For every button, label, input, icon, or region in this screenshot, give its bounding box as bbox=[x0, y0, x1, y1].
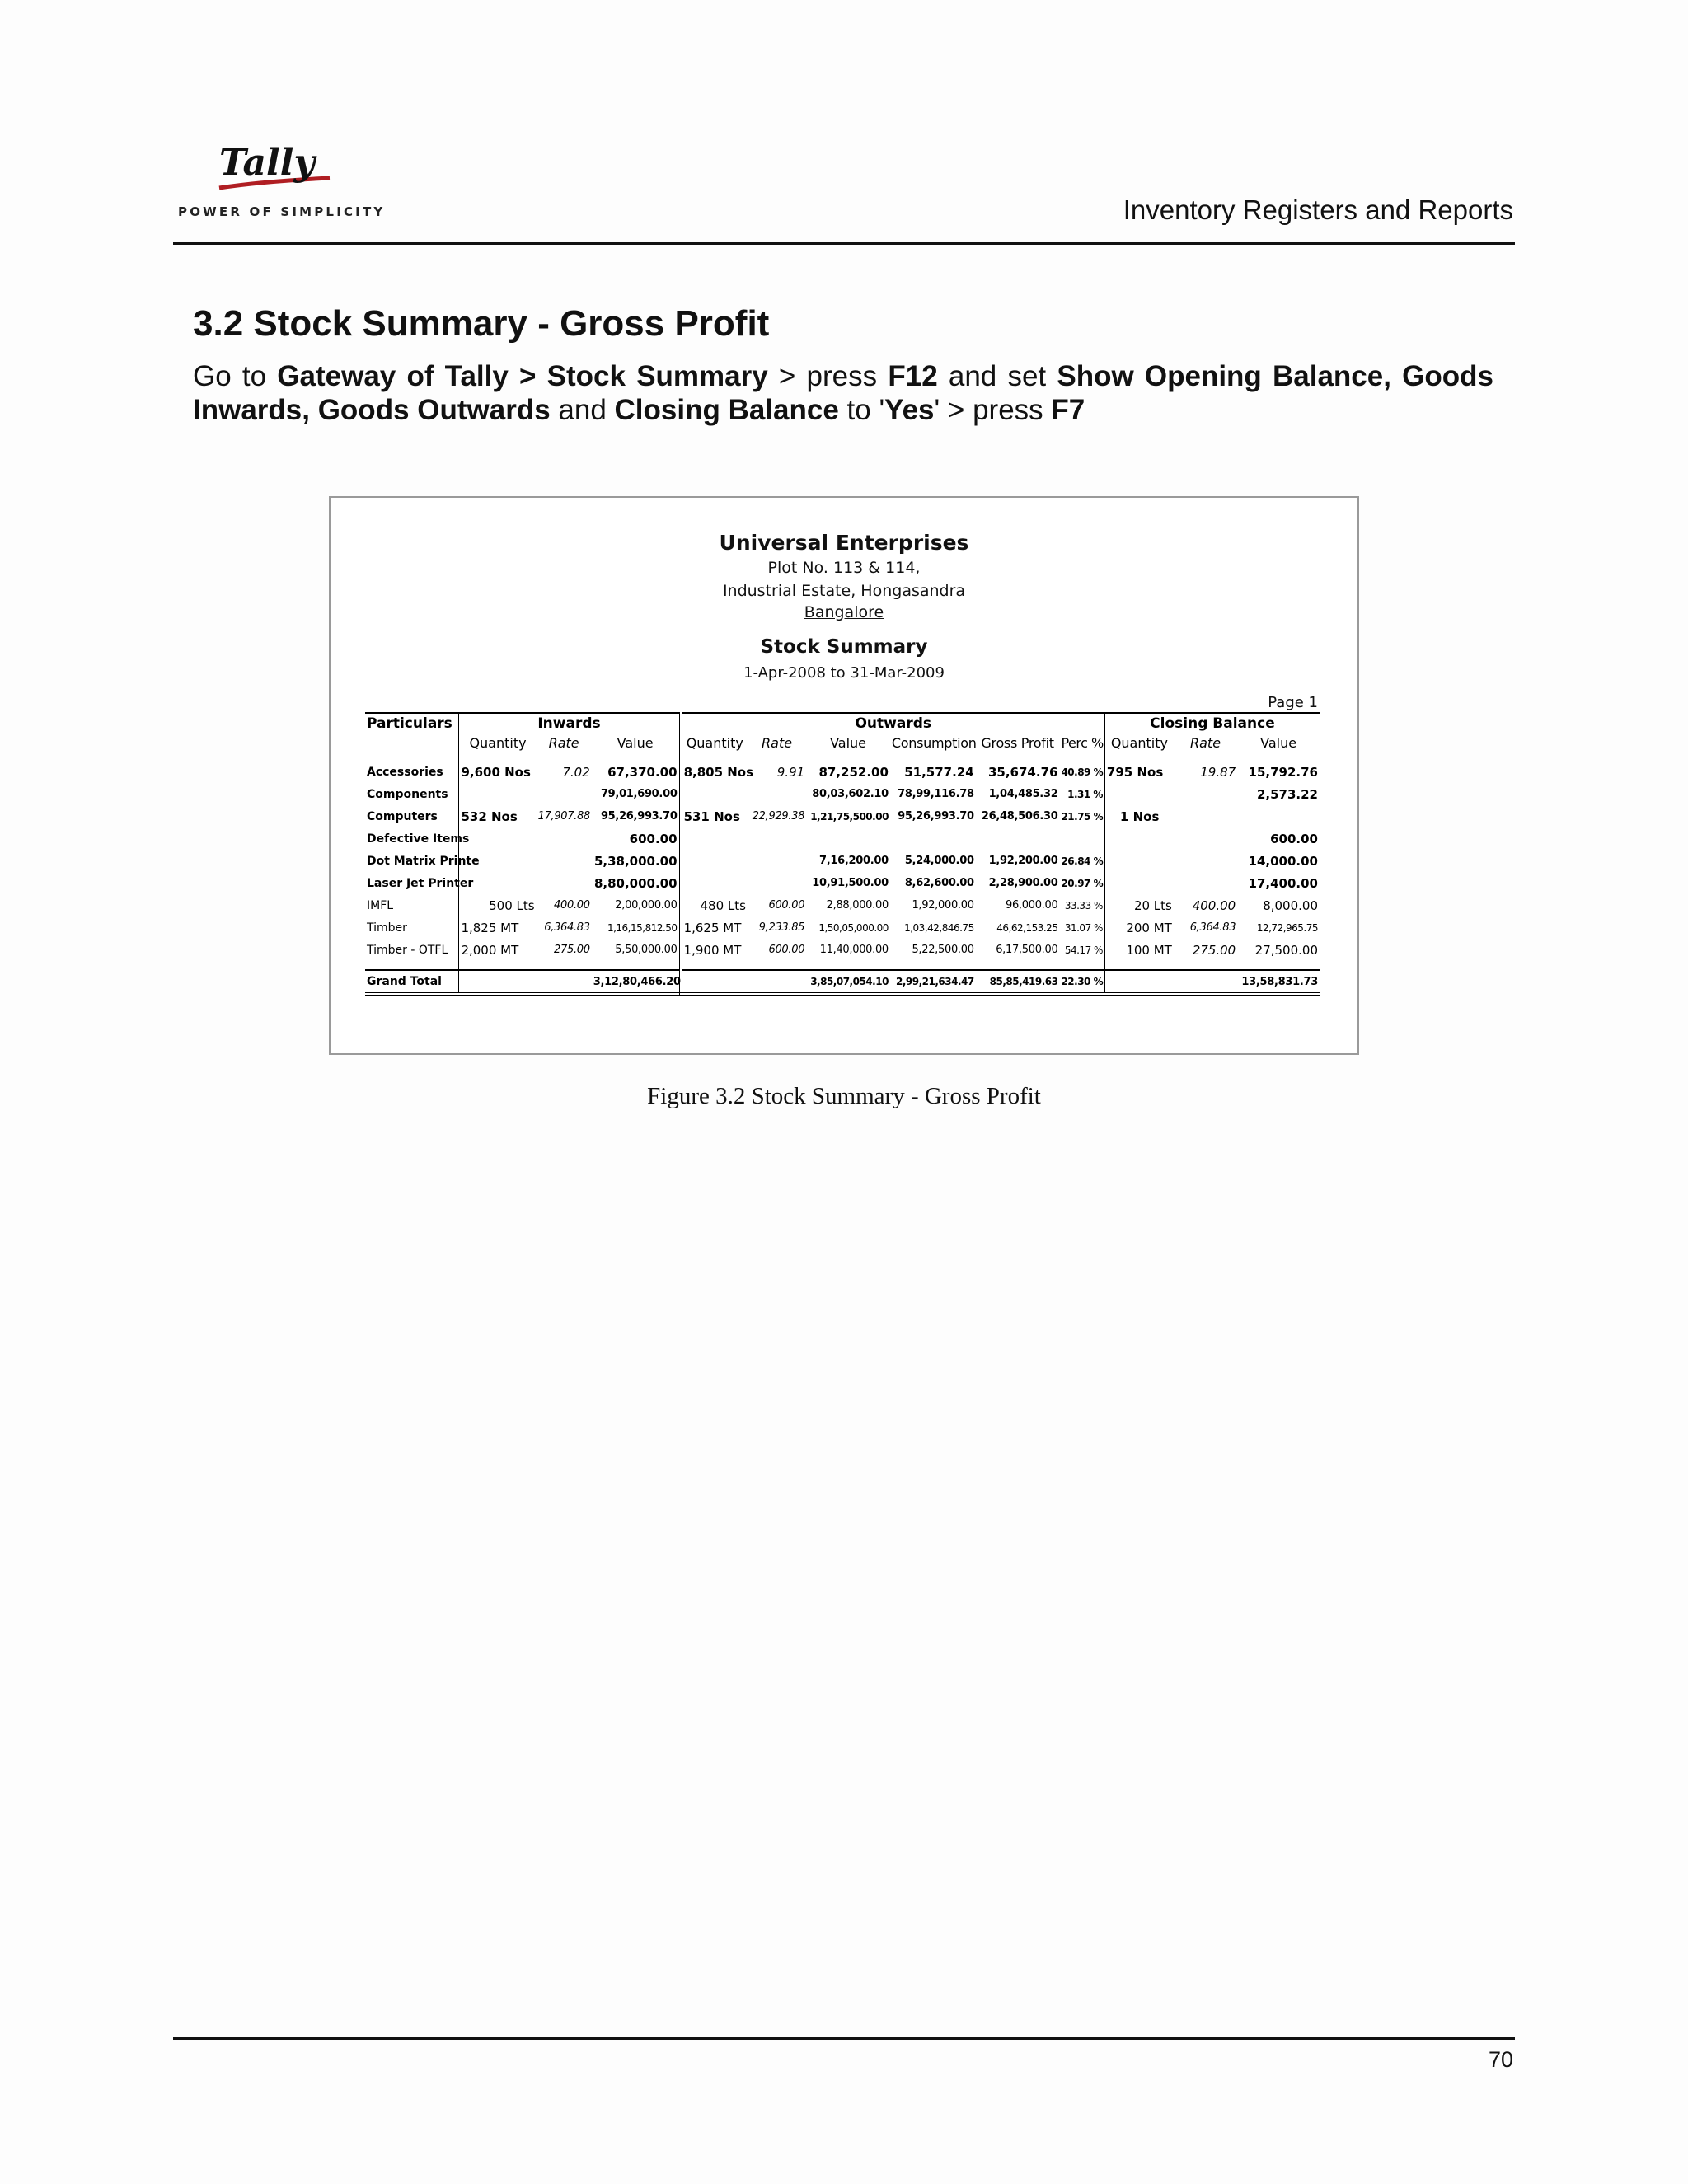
table-cell: IMFL bbox=[365, 894, 459, 916]
table-cell bbox=[1059, 827, 1104, 850]
table-cell: 531 Nos bbox=[683, 808, 740, 824]
table-cell: 1.31 % bbox=[1059, 783, 1104, 805]
table-cell: 78,99,116.78 bbox=[898, 788, 974, 800]
table-cell: 95,26,993.70 bbox=[898, 810, 974, 823]
col-in-value: Value bbox=[592, 733, 681, 752]
table-cell: 600.00 bbox=[768, 944, 805, 956]
table-cell: 600.00 bbox=[592, 827, 681, 850]
table-cell: 14,000.00 bbox=[1248, 853, 1318, 869]
table-cell: 22.30 % bbox=[1059, 970, 1104, 994]
table-cell: Accessories bbox=[365, 761, 459, 783]
table-cell: 96,000.00 bbox=[1005, 899, 1058, 912]
col-in-rate: Rate bbox=[537, 733, 592, 752]
company-address-line1: Plot No. 113 & 114, bbox=[767, 559, 921, 577]
table-cell: 532 Nos bbox=[461, 808, 518, 824]
table-cell: 26,48,506.30 bbox=[981, 810, 1058, 823]
col-out-value: Value bbox=[806, 733, 890, 752]
table-cell: 1,16,15,812.50 bbox=[592, 916, 681, 939]
footer-rule bbox=[173, 2037, 1515, 2040]
table-cell: 7.02 bbox=[562, 764, 590, 780]
table-cell bbox=[1104, 783, 1173, 805]
table-cell: 8,80,000.00 bbox=[592, 872, 681, 894]
table-cell: 200 MT bbox=[1126, 920, 1172, 935]
table-cell: 8,805 Nos bbox=[683, 764, 754, 780]
table-cell: 600.00 bbox=[768, 899, 805, 912]
table-cell: Grand Total bbox=[365, 970, 459, 994]
grand-total-row bbox=[365, 970, 1320, 994]
table-cell: 6,364.83 bbox=[544, 921, 590, 934]
table-row bbox=[365, 805, 1320, 827]
table-cell: 2,28,900.00 bbox=[988, 877, 1058, 889]
report-title: Stock Summary bbox=[760, 636, 928, 658]
table-cell bbox=[681, 827, 748, 850]
col-cl-quantity: Quantity bbox=[1104, 733, 1173, 752]
section-title: 3.2 Stock Summary - Gross Profit bbox=[193, 303, 770, 344]
table-cell bbox=[1174, 827, 1237, 850]
col-cl-value: Value bbox=[1237, 733, 1320, 752]
table-cell bbox=[806, 827, 890, 850]
table-cell: 20.97 % bbox=[1059, 872, 1104, 894]
table-cell: 12,72,965.75 bbox=[1256, 921, 1318, 934]
table-cell: 54.17 % bbox=[1059, 939, 1104, 961]
instructions-paragraph: Go to Gateway of Tally > Stock Summary > press F12 and set Show Opening Balance, Goods Inwards, Goods Outwards and Closing Balance to 'Yes' > press F7 bbox=[193, 360, 1493, 426]
table-row bbox=[365, 827, 1320, 850]
table-cell: 500 Lts bbox=[489, 898, 535, 913]
table-cell bbox=[748, 783, 806, 805]
table-row bbox=[365, 783, 1320, 805]
table-cell: 8,62,600.00 bbox=[904, 877, 974, 889]
table-cell: 33.33 % bbox=[1059, 894, 1104, 916]
company-address-line2: Industrial Estate, Hongasandra bbox=[722, 582, 966, 600]
table-cell: 9,233.85 bbox=[758, 921, 805, 934]
table-cell: 275.00 bbox=[554, 944, 590, 956]
table-cell bbox=[537, 827, 592, 850]
table-cell: 100 MT bbox=[1126, 942, 1172, 958]
table-cell: 95,26,993.70 bbox=[592, 805, 681, 827]
table-cell bbox=[1174, 872, 1237, 894]
table-cell bbox=[681, 850, 748, 872]
table-cell bbox=[976, 827, 1060, 850]
table-cell: 6,364.83 bbox=[1189, 921, 1236, 934]
table-cell: 480 Lts bbox=[700, 898, 746, 913]
table-cell: 1,50,05,000.00 bbox=[818, 921, 889, 934]
table-cell: Laser Jet Printer bbox=[365, 872, 459, 894]
table-cell: 1,92,200.00 bbox=[988, 855, 1058, 867]
table-cell: 2,88,000.00 bbox=[826, 899, 889, 912]
table-cell: 15,792.76 bbox=[1248, 764, 1318, 780]
col-inwards: Inwards bbox=[459, 713, 681, 733]
col-consumption: Consumption bbox=[891, 734, 977, 751]
table-cell: 1 Nos bbox=[1119, 808, 1160, 824]
table-cell bbox=[1174, 783, 1237, 805]
table-cell: 51,577.24 bbox=[904, 764, 974, 780]
table-cell bbox=[1104, 872, 1173, 894]
tally-logo bbox=[173, 138, 386, 221]
col-particulars: Particulars bbox=[365, 713, 459, 733]
table-cell: 11,40,000.00 bbox=[819, 944, 889, 956]
table-cell bbox=[681, 872, 748, 894]
table-cell: 21.75 % bbox=[1059, 805, 1104, 827]
table-cell: 400.00 bbox=[1192, 898, 1236, 913]
table-cell: 17,907.88 bbox=[537, 810, 591, 823]
table-cell: 275.00 bbox=[1192, 942, 1236, 958]
col-gross-profit: Gross Profit bbox=[976, 733, 1060, 752]
col-out-rate: Rate bbox=[748, 733, 806, 752]
table-cell: 87,252.00 bbox=[818, 764, 889, 780]
table-cell: Timber - OTFL bbox=[365, 939, 459, 961]
table-cell bbox=[748, 827, 806, 850]
header-title: Inventory Registers and Reports bbox=[1123, 194, 1513, 225]
table-cell: 1,03,42,846.75 bbox=[904, 921, 974, 934]
table-row bbox=[365, 939, 1320, 961]
col-closing-balance: Closing Balance bbox=[1104, 713, 1320, 733]
table-cell bbox=[1237, 805, 1320, 827]
table-cell: 2,573.22 bbox=[1256, 786, 1318, 802]
table-cell: 85,85,419.63 bbox=[976, 970, 1060, 994]
table-cell: 5,24,000.00 bbox=[904, 855, 974, 867]
col-out-quantity: Quantity bbox=[681, 733, 748, 752]
table-cell bbox=[748, 850, 806, 872]
table-cell: 1,625 MT bbox=[683, 920, 742, 935]
table-cell: 27,500.00 bbox=[1254, 942, 1318, 958]
header-rule bbox=[173, 242, 1515, 245]
table-cell: 8,000.00 bbox=[1263, 898, 1318, 913]
table-cell bbox=[890, 827, 976, 850]
table-row bbox=[365, 916, 1320, 939]
table-cell bbox=[459, 827, 537, 850]
table-cell: Dot Matrix Printe bbox=[365, 850, 459, 872]
table-cell: 2,00,000.00 bbox=[592, 894, 681, 916]
table-cell: Timber bbox=[365, 916, 459, 939]
table-cell bbox=[1104, 850, 1173, 872]
table-cell bbox=[748, 872, 806, 894]
table-cell: 1,21,75,500.00 bbox=[810, 810, 889, 823]
table-cell: 67,370.00 bbox=[592, 761, 681, 783]
table-cell: 13,58,831.73 bbox=[1237, 970, 1320, 994]
table-row bbox=[365, 894, 1320, 916]
table-row bbox=[365, 761, 1320, 783]
table-cell: 1,825 MT bbox=[461, 920, 519, 935]
table-cell: 19.87 bbox=[1200, 764, 1236, 780]
table-cell: 7,16,200.00 bbox=[819, 855, 889, 867]
table-cell: 35,674.76 bbox=[987, 764, 1058, 780]
table-cell: Defective Items bbox=[365, 827, 459, 850]
table-cell: 79,01,690.00 bbox=[592, 783, 681, 805]
table-row bbox=[365, 872, 1320, 894]
table-cell: 26.84 % bbox=[1059, 850, 1104, 872]
table-cell: 10,91,500.00 bbox=[812, 877, 889, 889]
table-cell: 3,85,07,054.10 bbox=[806, 970, 890, 994]
col-perc: Perc % bbox=[1061, 734, 1104, 751]
table-cell: 400.00 bbox=[554, 899, 590, 912]
company-name: Universal Enterprises bbox=[719, 531, 969, 555]
table-cell: 31.07 % bbox=[1059, 916, 1104, 939]
table-cell bbox=[1174, 805, 1237, 827]
table-cell: 5,50,000.00 bbox=[592, 939, 681, 961]
logo-tagline: POWER OF SIMPLICITY bbox=[178, 204, 386, 219]
table-cell bbox=[459, 783, 537, 805]
table-cell: 3,12,80,466.20 bbox=[592, 970, 681, 994]
col-cl-rate: Rate bbox=[1174, 733, 1237, 752]
table-cell: 9.91 bbox=[776, 764, 805, 780]
table-row bbox=[365, 850, 1320, 872]
table-cell bbox=[1174, 850, 1237, 872]
report-period: 1-Apr-2008 to 31-Mar-2009 bbox=[743, 664, 945, 682]
table-cell: 6,17,500.00 bbox=[996, 944, 1058, 956]
table-cell: 5,38,000.00 bbox=[592, 850, 681, 872]
report-page-number: Page 1 bbox=[1268, 694, 1318, 711]
table-cell bbox=[537, 872, 592, 894]
table-cell: 5,22,500.00 bbox=[912, 944, 974, 956]
table-cell: 2,000 MT bbox=[461, 942, 519, 958]
table-cell: 2,99,21,634.47 bbox=[890, 970, 976, 994]
table-cell: 795 Nos bbox=[1106, 764, 1164, 780]
table-cell: 22,929.38 bbox=[752, 810, 805, 823]
table-cell: 20 Lts bbox=[1133, 898, 1172, 913]
table-cell: 80,03,602.10 bbox=[812, 788, 889, 800]
table-cell: 1,92,000.00 bbox=[912, 899, 974, 912]
table-cell: 600.00 bbox=[1270, 831, 1318, 846]
table-cell: 46,62,153.25 bbox=[996, 921, 1058, 934]
table-cell bbox=[537, 850, 592, 872]
table-cell: Computers bbox=[365, 805, 459, 827]
table-cell: Components bbox=[365, 783, 459, 805]
stock-summary-figure bbox=[329, 496, 1359, 1055]
col-outwards: Outwards bbox=[681, 713, 1105, 733]
table-cell: 9,600 Nos bbox=[461, 764, 531, 780]
table-cell: 1,900 MT bbox=[683, 942, 742, 958]
figure-caption: Figure 3.2 Stock Summary - Gross Profit bbox=[647, 1083, 1041, 1109]
page-number: 70 bbox=[1488, 2047, 1513, 2072]
col-in-quantity: Quantity bbox=[459, 733, 537, 752]
table-cell bbox=[537, 783, 592, 805]
table-cell: 17,400.00 bbox=[1248, 875, 1318, 891]
company-address-line3: Bangalore bbox=[804, 603, 884, 621]
table-cell: 1,04,485.32 bbox=[988, 788, 1058, 800]
table-cell bbox=[1104, 827, 1173, 850]
stock-summary-table bbox=[365, 712, 1320, 996]
table-cell: 40.89 % bbox=[1059, 761, 1104, 783]
tally-logo-icon bbox=[213, 138, 336, 196]
table-cell bbox=[681, 783, 748, 805]
logo-wordmark: Tally bbox=[219, 142, 316, 184]
